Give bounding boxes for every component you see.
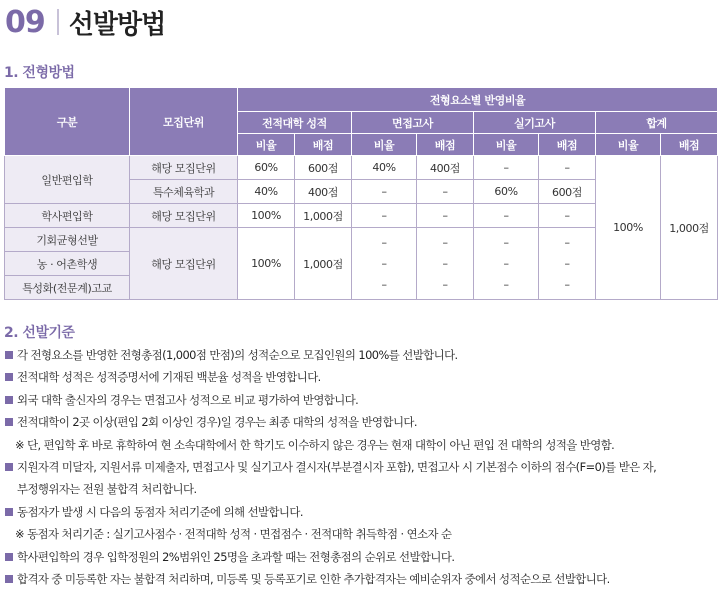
table-cell: 40% bbox=[352, 156, 417, 180]
list-item: 지원자격 미달자, 지원서류 미제출자, 면접고사 및 실기고사 결시자(부분결시자 포함), 면접고사 시 기본점수 이하의 점수(F=0)를 받은 자, bbox=[4, 456, 716, 478]
unit-cell: 해당 모집단위 bbox=[130, 204, 238, 228]
header-interview: 면접고사 bbox=[352, 112, 474, 134]
table-cell: 100% bbox=[238, 228, 295, 300]
table-cell: – bbox=[417, 180, 474, 204]
header-rate: 비율 bbox=[474, 134, 539, 156]
criteria-list bbox=[4, 344, 716, 589]
list-item: 전적대학 성적은 성적증명서에 기재된 백분율 성적을 반영합니다. bbox=[4, 366, 716, 388]
section-title-criteria: 2. 선발기준 bbox=[4, 325, 75, 341]
total-rate-cell: 100% bbox=[596, 156, 661, 300]
table-cell: – bbox=[539, 156, 596, 180]
header-group: 전형요소별 반영비율 bbox=[238, 88, 718, 112]
header-unit: 모집단위 bbox=[130, 88, 238, 156]
table-cell: – bbox=[539, 204, 596, 228]
table-cell: 400점 bbox=[417, 156, 474, 180]
section-title-method: 1. 전형방법 bbox=[4, 65, 75, 81]
list-item: 각 전형요소를 반영한 전형총점(1,000점 만점)의 성적순으로 모집인원의 100%를 선발합니다. bbox=[4, 344, 716, 366]
header-practical: 실기고사 bbox=[474, 112, 596, 134]
table-cell: – bbox=[352, 180, 417, 204]
list-item: 동점자가 발생 시 다음의 동점자 처리기준에 의해 선발합니다. bbox=[4, 501, 716, 523]
header-rate: 비율 bbox=[238, 134, 295, 156]
table-cell: 60% bbox=[474, 180, 539, 204]
dash-cell: – – – bbox=[352, 228, 417, 300]
unit-cell: 해당 모집단위 bbox=[130, 156, 238, 180]
total-score-cell: 1,000점 bbox=[661, 156, 718, 300]
category-vocational: 특성화(전문계)고교 bbox=[5, 276, 130, 300]
category-opportunity: 기회균형선발 bbox=[5, 228, 130, 252]
unit-cell: 해당 모집단위 bbox=[130, 228, 238, 300]
header-score: 배점 bbox=[295, 134, 352, 156]
list-item-continuation: 부정행위자는 전원 불합격 처리합니다. bbox=[17, 482, 197, 497]
table-cell: 1,000점 bbox=[295, 204, 352, 228]
table-cell: 40% bbox=[238, 180, 295, 204]
table-row bbox=[5, 156, 718, 180]
dash-cell: – – – bbox=[539, 228, 596, 300]
unit-cell: 특수체육학과 bbox=[130, 180, 238, 204]
header-divider bbox=[57, 9, 59, 35]
dash-cell: – – – bbox=[417, 228, 474, 300]
table-cell: 400점 bbox=[295, 180, 352, 204]
header-category: 구분 bbox=[5, 88, 130, 156]
category-bachelor: 학사편입학 bbox=[5, 204, 130, 228]
header-score: 배점 bbox=[661, 134, 718, 156]
table-cell: – bbox=[352, 204, 417, 228]
table-cell: 60% bbox=[238, 156, 295, 180]
header-total: 합계 bbox=[596, 112, 718, 134]
table-cell: – bbox=[474, 156, 539, 180]
list-item: 외국 대학 출신자의 경우는 면접고사 성적으로 비교 평가하여 반영합니다. bbox=[4, 389, 716, 411]
header-rate: 비율 bbox=[352, 134, 417, 156]
table-cell: 100% bbox=[238, 204, 295, 228]
dash-cell: – – – bbox=[474, 228, 539, 300]
list-item: 학사편입학의 경우 입학정원의 2%범위인 25명을 초과할 때는 전형총점의 순위로 선발합니다. bbox=[4, 546, 716, 568]
header-score: 배점 bbox=[417, 134, 474, 156]
section-header bbox=[5, 4, 165, 40]
table-cell: 600점 bbox=[295, 156, 352, 180]
section-number: 09 bbox=[5, 4, 45, 40]
table-cell: – bbox=[417, 204, 474, 228]
list-item: 전적대학이 2곳 이상(편입 2회 이상인 경우)일 경우는 최종 대학의 성적을 반영합니다. bbox=[4, 411, 716, 433]
category-rural: 농 · 어촌학생 bbox=[5, 252, 130, 276]
list-item: 합격자 중 미등록한 자는 불합격 처리하며, 미등록 및 등록포기로 인한 추가합격자는 예비순위자 중에서 성적순으로 선발합니다. bbox=[4, 568, 716, 589]
list-note: ※ 단, 편입학 후 바로 휴학하여 현 소속대학에서 한 학기도 이수하지 않은 경우는 현재 대학이 아닌 편입 전 대학의 성적을 반영함. bbox=[15, 437, 615, 452]
table-cell: – bbox=[474, 204, 539, 228]
table-cell: 1,000점 bbox=[295, 228, 352, 300]
header-rate: 비율 bbox=[596, 134, 661, 156]
table-cell: 600점 bbox=[539, 180, 596, 204]
selection-method-table bbox=[4, 87, 718, 300]
category-general: 일반편입학 bbox=[5, 156, 130, 204]
header-score: 배점 bbox=[539, 134, 596, 156]
header-transcript: 전적대학 성적 bbox=[238, 112, 352, 134]
page-title: 선발방법 bbox=[68, 9, 166, 40]
list-note: ※ 동점자 처리기준 : 실기고사점수 · 전적대학 성적 · 면접점수 · 전적대학 취득학점 · 연소자 순 bbox=[15, 527, 452, 542]
